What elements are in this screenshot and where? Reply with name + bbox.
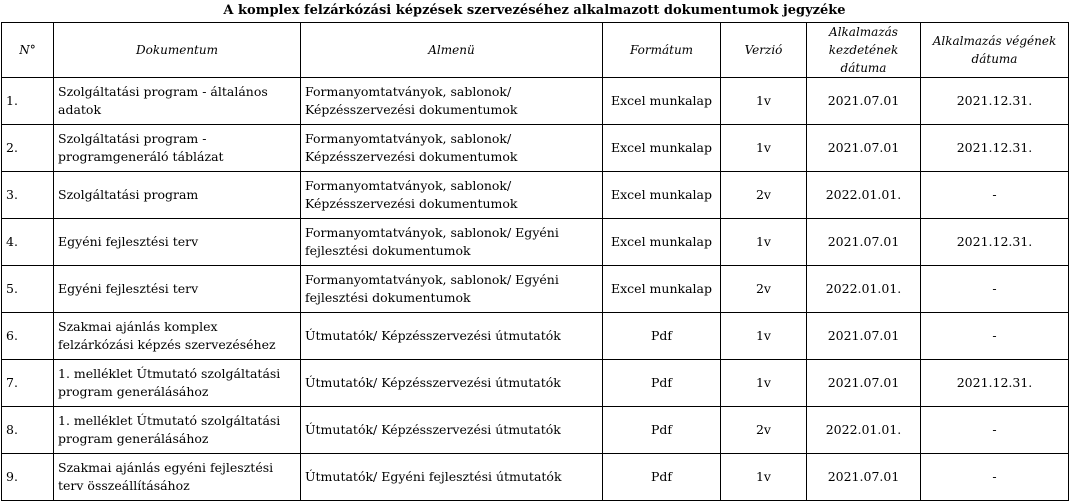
cell-submenu: Útmutatók/ Képzésszervezési útmutatók: [301, 360, 603, 407]
table-row: [2, 125, 1069, 172]
cell-document: Egyéni fejlesztési terv: [54, 219, 301, 266]
cell-format: Pdf: [603, 407, 721, 454]
cell-version: 2v: [721, 172, 807, 219]
cell-version: 1v: [721, 78, 807, 125]
cell-version: 2v: [721, 266, 807, 313]
cell-format: Excel munkalap: [603, 219, 721, 266]
cell-document: Szolgáltatási program - általános adatok: [54, 78, 301, 125]
header-submenu: Almenü: [301, 23, 603, 78]
document-title: A komplex felzárkózási képzések szervezéséhez alkalmazott dokumentumok jegyzéke: [223, 3, 846, 18]
cell-start-date: 2022.01.01.: [807, 407, 921, 454]
cell-start-date: 2021.07.01: [807, 454, 921, 501]
cell-format: Excel munkalap: [603, 78, 721, 125]
header-num: N°: [2, 23, 54, 78]
cell-start-date: 2021.07.01: [807, 125, 921, 172]
cell-format: Pdf: [603, 454, 721, 501]
cell-version: 2v: [721, 407, 807, 454]
cell-end-date: -: [921, 407, 1069, 454]
cell-version: 1v: [721, 125, 807, 172]
cell-num: 6.: [2, 313, 54, 360]
cell-num: 1.: [2, 78, 54, 125]
cell-submenu: Formanyomtatványok, sablonok/ Képzésszervezési dokumentumok: [301, 172, 603, 219]
cell-end-date: -: [921, 172, 1069, 219]
cell-version: 1v: [721, 454, 807, 501]
cell-start-date: 2021.07.01: [807, 313, 921, 360]
table-row: [2, 78, 1069, 125]
cell-start-date: 2022.01.01.: [807, 172, 921, 219]
cell-end-date: 2021.12.31.: [921, 219, 1069, 266]
table-row: [2, 313, 1069, 360]
cell-start-date: 2021.07.01: [807, 360, 921, 407]
cell-end-date: -: [921, 266, 1069, 313]
header-version: Verzió: [721, 23, 807, 78]
cell-start-date: 2021.07.01: [807, 219, 921, 266]
cell-end-date: -: [921, 454, 1069, 501]
cell-format: Excel munkalap: [603, 172, 721, 219]
cell-format: Excel munkalap: [603, 266, 721, 313]
cell-start-date: 2022.01.01.: [807, 266, 921, 313]
table-row: [2, 219, 1069, 266]
header-document: Dokumentum: [54, 23, 301, 78]
cell-version: 1v: [721, 219, 807, 266]
cell-document: Szolgáltatási program - programgeneráló táblázat: [54, 125, 301, 172]
cell-format: Excel munkalap: [603, 125, 721, 172]
table-row: [2, 454, 1069, 501]
cell-format: Pdf: [603, 313, 721, 360]
cell-document: Szakmai ajánlás egyéni fejlesztési terv összeállításához: [54, 454, 301, 501]
cell-num: 3.: [2, 172, 54, 219]
cell-submenu: Formanyomtatványok, sablonok/ Egyéni fejlesztési dokumentumok: [301, 266, 603, 313]
cell-submenu: Formanyomtatványok, sablonok/ Képzésszervezési dokumentumok: [301, 125, 603, 172]
cell-num: 2.: [2, 125, 54, 172]
cell-end-date: 2021.12.31.: [921, 125, 1069, 172]
cell-submenu: Formanyomtatványok, sablonok/ Képzésszervezési dokumentumok: [301, 78, 603, 125]
header-end-date: Alkalmazás végének dátuma: [921, 23, 1069, 78]
cell-format: Pdf: [603, 360, 721, 407]
documents-table: [1, 22, 1069, 501]
cell-start-date: 2021.07.01: [807, 78, 921, 125]
cell-num: 9.: [2, 454, 54, 501]
cell-submenu: Formanyomtatványok, sablonok/ Egyéni fejlesztési dokumentumok: [301, 219, 603, 266]
header-start-date: Alkalmazás kezdetének dátuma: [807, 23, 921, 78]
cell-submenu: Útmutatók/ Képzésszervezési útmutatók: [301, 313, 603, 360]
table-row: [2, 407, 1069, 454]
cell-version: 1v: [721, 313, 807, 360]
cell-version: 1v: [721, 360, 807, 407]
table-header-row: [2, 23, 1069, 78]
table-row: [2, 266, 1069, 313]
cell-num: 8.: [2, 407, 54, 454]
cell-submenu: Útmutatók/ Képzésszervezési útmutatók: [301, 407, 603, 454]
table-row: [2, 172, 1069, 219]
cell-num: 5.: [2, 266, 54, 313]
cell-document: Egyéni fejlesztési terv: [54, 266, 301, 313]
cell-document: Szakmai ajánlás komplex felzárkózási képzés szervezéséhez: [54, 313, 301, 360]
cell-num: 4.: [2, 219, 54, 266]
table-row: [2, 360, 1069, 407]
cell-submenu: Útmutatók/ Egyéni fejlesztési útmutatók: [301, 454, 603, 501]
cell-end-date: 2021.12.31.: [921, 78, 1069, 125]
cell-document: Szolgáltatási program: [54, 172, 301, 219]
cell-end-date: -: [921, 313, 1069, 360]
cell-document: 1. melléklet Útmutató szolgáltatási program generálásához: [54, 407, 301, 454]
cell-end-date: 2021.12.31.: [921, 360, 1069, 407]
cell-document: 1. melléklet Útmutató szolgáltatási program generálásához: [54, 360, 301, 407]
cell-num: 7.: [2, 360, 54, 407]
header-format: Formátum: [603, 23, 721, 78]
